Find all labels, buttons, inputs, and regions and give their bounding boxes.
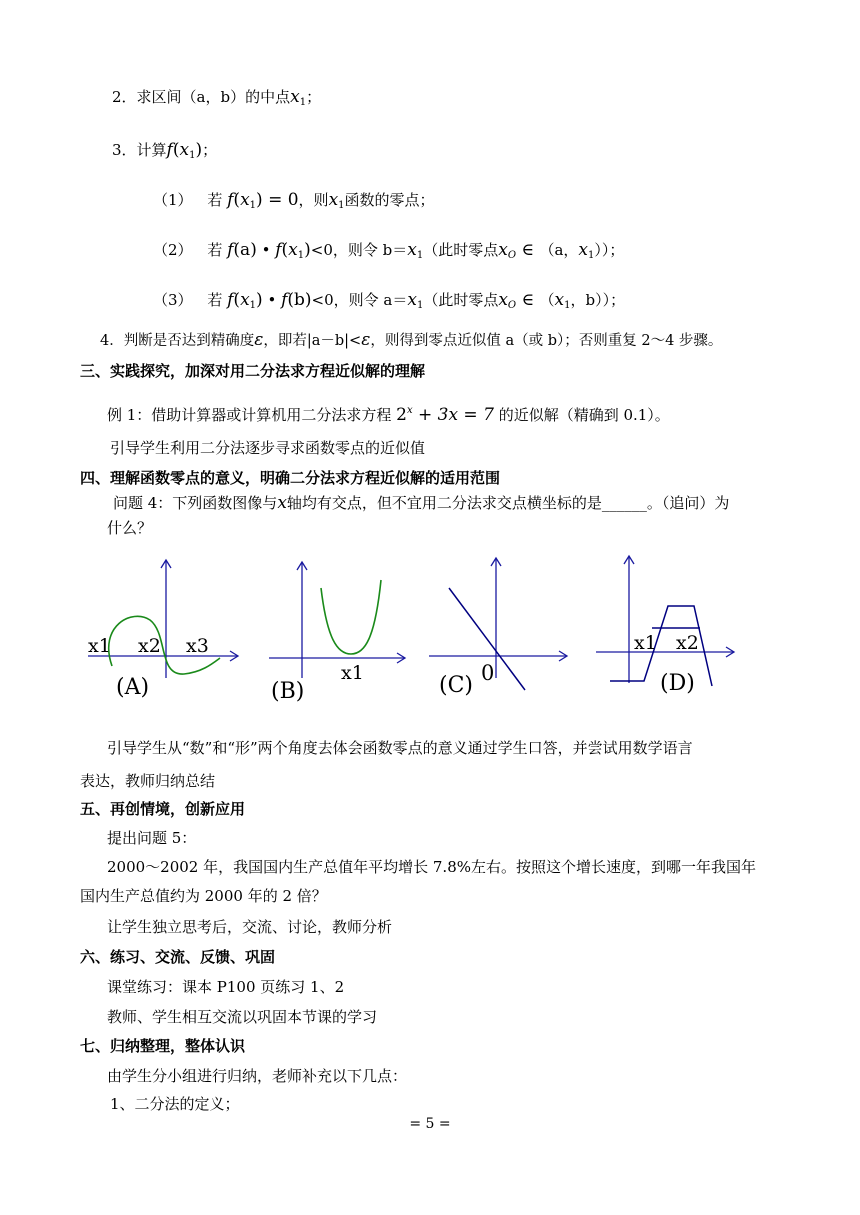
var-f: f	[227, 290, 234, 310]
sub-1: 1	[338, 200, 345, 211]
graph-a-label-x3: x3	[186, 635, 209, 657]
sub-1: 1	[416, 300, 424, 311]
substep-3-then: <0，则令 a＝	[311, 291, 408, 309]
page-number: = 5 =	[409, 1116, 451, 1132]
sub-1: 1	[297, 250, 305, 261]
substep-3-label: （3）	[153, 291, 193, 309]
section-4-heading: 四、理解函数零点的意义，明确二分法求方程近似解的适用范围	[80, 469, 501, 487]
substep-3-end: ，b））；	[570, 291, 626, 309]
var-x: x	[277, 493, 287, 513]
sub-1: 1	[587, 250, 595, 261]
var-f: f	[166, 140, 173, 160]
substep-2-label: （2）	[153, 241, 193, 259]
sub-1: 1	[299, 97, 307, 108]
arg-a: (a)	[233, 240, 257, 260]
graph-d-label-x1: x1	[634, 632, 657, 654]
eq-rhs: + 3x = 7	[412, 405, 494, 425]
step-4	[100, 330, 722, 351]
sub-o: O	[507, 300, 517, 311]
graph-a	[80, 548, 245, 718]
question-4-b: 轴均有交点，但不宜用二分法求交点横坐标的是______。（追问）为	[286, 494, 730, 512]
substep-2-zero: （此时零点	[423, 241, 499, 259]
graph-c-tag: (C)	[439, 673, 473, 698]
step-4-c: ，则得到零点近似值 a（或 b）；否则重复 2～4 步骤。	[370, 333, 723, 349]
example-1-tail: 的近似解（精确到 0.1）。	[498, 406, 670, 424]
step-2-text: 2．求区间（a，b）的中点	[112, 88, 291, 106]
question-4-a: 问题 4：下列函数图像与	[113, 494, 278, 512]
question-5: 提出问题 5：	[107, 829, 197, 847]
point-1: 1、二分法的定义；	[110, 1095, 240, 1113]
step-3-text: 3．计算	[112, 141, 167, 159]
function-graphs	[80, 548, 760, 718]
substep-1-rest: 函数的零点；	[344, 191, 435, 209]
practice-line: 课堂练习：课本 P100 页练习 1、2	[107, 978, 345, 996]
graph-d	[592, 548, 760, 718]
var-x: x	[290, 87, 300, 107]
sub-1: 1	[249, 200, 257, 211]
question-4-line1	[113, 493, 729, 513]
var-x: x	[179, 140, 190, 160]
guide-2-line2: 表达，教师归纳总结	[80, 772, 216, 790]
exchange-line: 教师、学生相互交流以巩固本节课的学习	[107, 1008, 378, 1026]
step-4-b: ，即若|a－b|<	[263, 333, 362, 349]
eq-zero: = 0	[262, 190, 299, 210]
substep-1-if: 若	[207, 191, 223, 209]
sub-1: 1	[416, 250, 424, 261]
think-line: 让学生独立思考后，交流、讨论，教师分析	[107, 918, 393, 936]
substep-1-label: （1）	[153, 191, 193, 209]
var-x: x	[240, 190, 250, 210]
question-5-text-1: 2000～2002 年，我国国内生产总值年平均增长 7.8%左右。按照这个增长速度，到哪一年我国年	[107, 858, 756, 876]
substep-3-if: 若	[207, 291, 223, 309]
sub-1: 1	[564, 300, 571, 311]
substep-2-end: ））；	[594, 241, 625, 259]
graph-d-label-x2: x2	[676, 632, 699, 654]
graph-a-label-x1: x1	[88, 635, 111, 657]
graph-b-curve	[321, 580, 381, 654]
step-4-a: 4．判断是否达到精确度	[100, 333, 255, 349]
var-f: f	[281, 290, 288, 310]
example-1-text: 例 1：借助计算器或计算机用二分法求方程	[107, 406, 392, 424]
eq-base: 2	[396, 405, 407, 425]
section-3-heading: 三、实践探究，加深对用二分法求方程近似解的理解	[80, 362, 426, 380]
step-2: 2．求区间（a，b）的中点$x_1$；	[112, 87, 322, 108]
graph-d-tag: (D)	[660, 671, 695, 696]
dot-op: •	[262, 291, 282, 309]
example-1	[107, 401, 670, 425]
section-6-heading: 六、练习、交流、反馈、巩固	[80, 948, 276, 966]
in-symbol: ∈	[516, 240, 540, 260]
graph-b-label-x1: x1	[341, 662, 364, 684]
sub-o: O	[507, 250, 517, 261]
var-f: f	[275, 240, 282, 260]
graph-a-tag: (A)	[116, 675, 150, 700]
substep-2-then: <0，则令 b＝	[310, 241, 408, 259]
substep-3-zero: （此时零点	[423, 291, 499, 309]
var-x: x	[498, 290, 508, 310]
in-symbol: ∈	[516, 290, 540, 310]
graph-c-label-origin: 0	[481, 661, 495, 685]
section-7-heading: 七、归纳整理，整体认识	[80, 1037, 246, 1055]
eq-exponent: x	[406, 405, 413, 416]
summary-intro: 由学生分小组进行归纳，老师补充以下几点：	[107, 1067, 408, 1085]
sub-1: 1	[249, 300, 257, 311]
section-5-heading: 五、再创情境，创新应用	[80, 800, 246, 818]
var-x: x	[578, 240, 588, 260]
var-x: x	[407, 240, 417, 260]
substep-3: （3） 若 $f(x_1)$ • f(b)<0，则令 $a=x_1$（此时零点$x_O$ ∈ （$x_1$，b））；	[153, 290, 626, 311]
var-eps: ε	[361, 330, 371, 350]
question-4-line2: 什么？	[107, 519, 153, 537]
substep-2-if: 若	[207, 241, 223, 259]
arg-b: (b)	[287, 290, 312, 310]
substep-2: （2） 若 f(a) • $f(x_1)<0$，则令 $b=x_1$（此时零点$x_O$ ∈ （a，$x_1$））；	[153, 240, 625, 261]
var-f: f	[227, 190, 234, 210]
var-x: x	[407, 290, 417, 310]
guide-1: 引导学生利用二分法逐步寻求函数零点的近似值	[110, 439, 426, 457]
graph-a-label-x2: x2	[138, 635, 161, 657]
var-x: x	[240, 290, 250, 310]
question-5-text-2: 国内生产总值约为 2000 年的 2 倍？	[80, 887, 327, 905]
substep-1-then: ，则	[298, 191, 329, 209]
graph-b-tag: (B)	[271, 679, 305, 704]
var-x: x	[288, 240, 298, 260]
var-x: x	[554, 290, 565, 310]
graph-c	[425, 548, 575, 718]
graph-b	[265, 548, 410, 718]
substep-1: （1） 若 $f(x_1) = 0$，则$x_1$函数的零点；	[153, 190, 435, 211]
sub-1: 1	[189, 150, 196, 161]
var-x: x	[328, 190, 339, 210]
guide-2-line1: 引导学生从“数”和“形”两个角度去体会函数零点的意义通过学生口答，并尝试用数学语言	[107, 739, 693, 757]
dot-op: •	[256, 241, 276, 259]
substep-3-interval: （	[539, 291, 555, 309]
substep-2-interval: （a，	[539, 241, 579, 259]
var-x: x	[498, 240, 508, 260]
var-eps: ε	[254, 330, 264, 350]
var-f: f	[227, 240, 234, 260]
step-3: 3．计算$f(x_1)$；	[112, 140, 218, 161]
